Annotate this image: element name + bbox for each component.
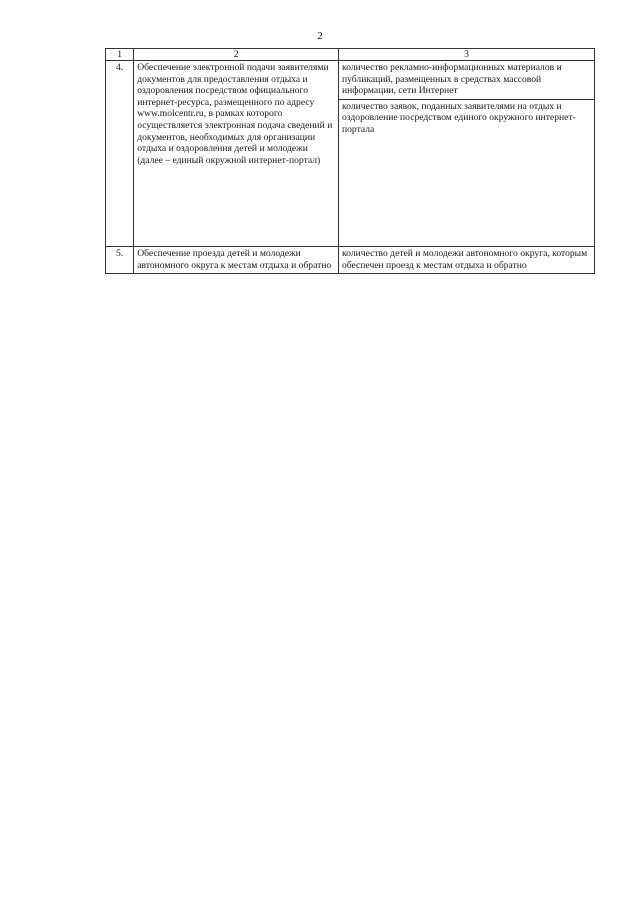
- indicators-cell: [338, 247, 594, 274]
- header-cell-2: 2: [134, 49, 339, 61]
- table-header-row: [106, 49, 595, 61]
- measures-table: [105, 48, 595, 274]
- table-row: [106, 61, 595, 247]
- row-number: 5.: [106, 247, 134, 274]
- indicators-cell: [338, 61, 594, 247]
- header-cell-3: 3: [338, 49, 594, 61]
- indicator-text: количество заявок, поданных заявителями на отдых и оздоровление посредством единого окружного интернет-портала: [339, 99, 594, 136]
- row-number: 4.: [106, 61, 134, 247]
- indicator-text: количество рекламно-информационных материалов и публикаций, размещенных в средствах массовой информации, сети Интернет: [341, 62, 562, 97]
- indicator-text: количество детей и молодежи автономного округа, которым обеспечен проезд к местам отдыха и обратно: [341, 248, 588, 271]
- measure-cell: Обеспечение проезда детей и молодежи автономного округа к местам отдыха и обратно: [134, 247, 339, 274]
- table-row: [106, 247, 595, 274]
- header-cell-1: 1: [106, 49, 134, 61]
- page-number: 2: [317, 30, 323, 42]
- measure-cell: Обеспечение электронной подачи заявителями документов для предоставления отдыха и оздоровления посредством официального интернет-ресурса, размещенного по адресу www.molcentr.ru, в рамках которого осуществляется электронная подача сведений и документов, необходимых для организации отдыха и оздоровления детей и молодежи (далее – единый окружной интернет-портал): [134, 61, 339, 247]
